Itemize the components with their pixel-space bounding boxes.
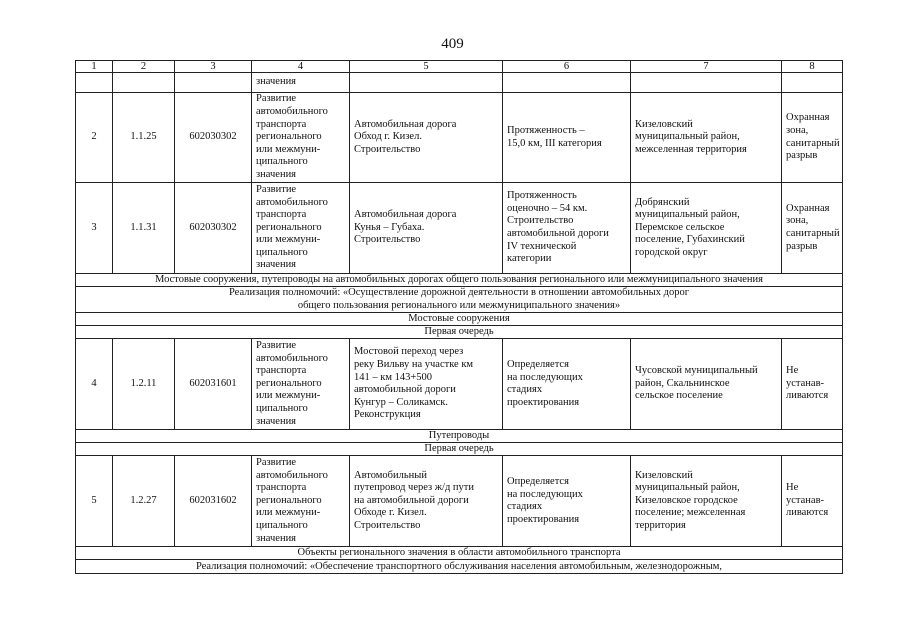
section-heading-row	[76, 326, 843, 339]
table-cell: 602031602	[175, 456, 252, 547]
table-row	[76, 73, 843, 93]
table-cell: Протяженность – 15,0 км, III категория	[503, 93, 631, 183]
table-cell	[76, 73, 113, 93]
table-cell: Определяется на последующих стадиях проектирования	[503, 339, 631, 430]
section-heading: Путепроводы	[76, 430, 843, 443]
section-heading-row	[76, 274, 843, 287]
table-cell: Развитие автомобильного транспорта регионального или межмуни- ципального значения	[252, 456, 350, 547]
table-cell	[113, 73, 175, 93]
table-cell: Кизеловский муниципальный район, Кизеловское городское поселение; межселенная территория	[631, 456, 782, 547]
table-row	[76, 183, 843, 274]
table-cell: 1.2.27	[113, 456, 175, 547]
table-cell: Автомобильная дорога Обход г. Кизел. Строительство	[350, 93, 503, 183]
section-heading-row	[76, 430, 843, 443]
table-cell: 2	[76, 93, 113, 183]
section-heading: Мостовые сооружения	[76, 313, 843, 326]
column-header-8: 8	[782, 61, 843, 73]
column-header-6: 6	[503, 61, 631, 73]
column-header-2: 2	[113, 61, 175, 73]
table-cell: Кизеловский муниципальный район, межселенная территория	[631, 93, 782, 183]
table-cell: Не устанав- ливаются	[782, 456, 843, 547]
table-cell: Мостовой переход через реку Вильву на участке км 141 – км 143+500 автомобильной дороги Кунгур – Соликамск. Реконструкция	[350, 339, 503, 430]
column-header-4: 4	[252, 61, 350, 73]
table-cell	[503, 73, 631, 93]
table-cell	[782, 73, 843, 93]
table-cell: 3	[76, 183, 113, 274]
table-row	[76, 339, 843, 430]
table-cell: Развитие автомобильного транспорта регионального или межмуни- ципального значения	[252, 339, 350, 430]
table-cell	[175, 73, 252, 93]
table-cell	[350, 73, 503, 93]
table-cell: Охранная зона, санитарный разрыв	[782, 183, 843, 274]
table-cell: 5	[76, 456, 113, 547]
table-cell: 1.1.31	[113, 183, 175, 274]
section-heading: Первая очередь	[76, 443, 843, 456]
column-header-5: 5	[350, 61, 503, 73]
page-number: 409	[441, 36, 464, 52]
section-heading: Мостовые сооружения, путепроводы на автомобильных дорогах общего пользования регионального или межмуниципального значения	[76, 274, 843, 287]
column-header-1: 1	[76, 61, 113, 73]
section-heading: Первая очередь	[76, 326, 843, 339]
header-row	[76, 61, 843, 73]
section-heading: Объекты регионального значения в области автомобильного транспорта	[76, 547, 843, 560]
section-heading-row	[76, 560, 843, 574]
table-cell: Автомобильный путепровод через ж/д пути на автомобильной дороги Обходе г. Кизел. Строительство	[350, 456, 503, 547]
column-header-7: 7	[631, 61, 782, 73]
table-cell: 602030302	[175, 93, 252, 183]
document-table	[75, 60, 843, 574]
table-row	[76, 93, 843, 183]
table-cell: Развитие автомобильного транспорта регионального или межмуни- ципального значения	[252, 183, 350, 274]
table-cell: Автомобильная дорога Кунья – Губаха. Строительство	[350, 183, 503, 274]
section-heading: Реализация полномочий: «Осуществление дорожной деятельности в отношении автомобильных дорог общего пользования регионального или межмуниципального значения»	[76, 287, 843, 313]
column-header-3: 3	[175, 61, 252, 73]
table-cell: Добрянский муниципальный район, Перемское сельское поселение, Губахинский городской округ	[631, 183, 782, 274]
section-heading-row	[76, 287, 843, 313]
section-heading-row	[76, 443, 843, 456]
table-cell	[631, 73, 782, 93]
table-cell: 4	[76, 339, 113, 430]
table-row	[76, 456, 843, 547]
section-heading-row	[76, 547, 843, 560]
table-cell: 1.1.25	[113, 93, 175, 183]
table-cell: Развитие автомобильного транспорта регионального или межмуни- ципального значения	[252, 93, 350, 183]
section-heading-row	[76, 313, 843, 326]
table-cell: 602031601	[175, 339, 252, 430]
table-cell: Не устанав- ливаются	[782, 339, 843, 430]
table-cell: 602030302	[175, 183, 252, 274]
section-heading: Реализация полномочий: «Обеспечение транспортного обслуживания населения автомобильным, железнодорожным,	[76, 560, 843, 574]
table-cell: Протяженность оценочно – 54 км. Строительство автомобильной дороги IV технической категории	[503, 183, 631, 274]
table-cell: Определяется на последующих стадиях проектирования	[503, 456, 631, 547]
table-cell: Чусовской муниципальный район, Скальнинское сельское поселение	[631, 339, 782, 430]
table-cell: 1.2.11	[113, 339, 175, 430]
table-cell: Охранная зона, санитарный разрыв	[782, 93, 843, 183]
table-cell: значения	[252, 73, 350, 93]
